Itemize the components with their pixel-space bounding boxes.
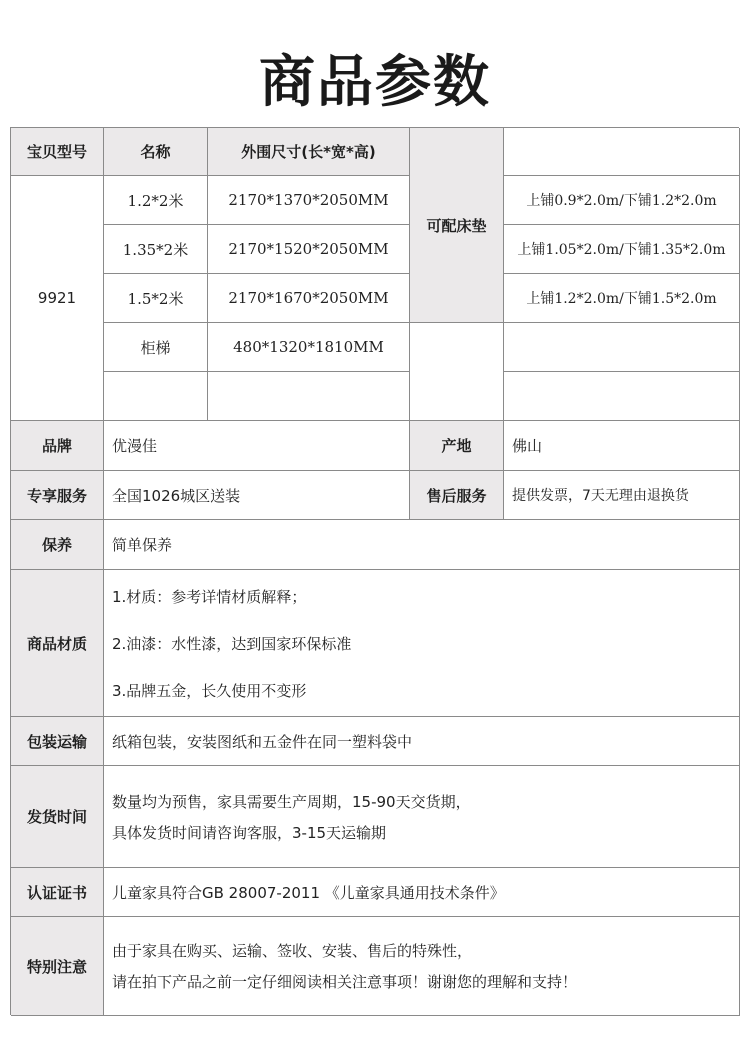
material-line: 3.品牌五金，长久使用不变形 — [112, 681, 307, 700]
shipping-label: 发货时间 — [11, 766, 104, 868]
service-label: 专享服务 — [11, 471, 104, 520]
name-label: 名称 — [104, 128, 208, 176]
size-row-mattress: 上铺0.9*2.0m/下铺1.2*2.0m — [504, 176, 740, 225]
packaging-label: 包装运输 — [11, 717, 104, 766]
after-sales-label: 售后服务 — [410, 471, 504, 520]
size-row-dim: 480*1320*1810MM — [208, 323, 410, 372]
care-value: 简单保养 — [104, 520, 740, 570]
service-value: 全国1026城区送装 — [104, 471, 410, 520]
origin-label: 产地 — [410, 421, 504, 471]
size-row-dim: 2170*1370*2050MM — [208, 176, 410, 225]
size-row-name: 1.5*2米 — [104, 274, 208, 323]
size-row-dim: 2170*1670*2050MM — [208, 274, 410, 323]
shipping-line: 数量均为预售，家具需要生产周期，15-90天交货期， — [112, 792, 471, 811]
material-line: 2.油漆：水性漆，达到国家环保标准 — [112, 634, 352, 653]
certification-value: 儿童家具符合GB 28007-2011 《儿童家具通用技术条件》 — [104, 868, 740, 917]
after-sales-value: 提供发票，7天无理由退换货 — [504, 471, 740, 520]
packaging-value: 纸箱包装，安装图纸和五金件在同一塑料袋中 — [104, 717, 740, 766]
params-table — [10, 127, 739, 1015]
origin-value: 佛山 — [504, 421, 740, 471]
care-label: 保养 — [11, 520, 104, 570]
size-row-dim: 2170*1520*2050MM — [208, 225, 410, 274]
brand-label: 品牌 — [11, 421, 104, 471]
material-label: 商品材质 — [11, 570, 104, 717]
blank-cell — [410, 323, 504, 421]
page-title: 商品参数 — [259, 50, 491, 115]
shipping-line: 具体发货时间请咨询客服，3-15天运输期 — [112, 823, 387, 842]
mattress-label: 可配床垫 — [410, 128, 504, 323]
notice-value — [104, 917, 740, 1016]
shipping-value — [104, 766, 740, 868]
material-line: 1.材质：参考详情材质解释； — [112, 587, 307, 606]
size-row-mattress: 上铺1.05*2.0m/下铺1.35*2.0m — [504, 225, 740, 274]
size-row-dim — [208, 372, 410, 421]
notice-label: 特别注意 — [11, 917, 104, 1016]
notice-line: 由于家具在购买、运输、签收、安装、售后的特殊性， — [112, 942, 473, 960]
notice-line: 请在拍下产品之前一定仔细阅读相关注意事项！谢谢您的理解和支持！ — [112, 973, 578, 991]
size-row-name: 1.35*2米 — [104, 225, 208, 274]
size-label: 外围尺寸(长*宽*高) — [208, 128, 410, 176]
size-row-name: 1.2*2米 — [104, 176, 208, 225]
certification-label: 认证证书 — [11, 868, 104, 917]
model-label: 宝贝型号 — [11, 128, 104, 176]
model-value: 9921 — [11, 176, 104, 421]
size-row-mattress: 上铺1.2*2.0m/下铺1.5*2.0m — [504, 274, 740, 323]
brand-value: 优漫佳 — [104, 421, 410, 471]
size-row-name — [104, 372, 208, 421]
size-row-name: 柜梯 — [104, 323, 208, 372]
material-value — [104, 570, 740, 717]
size-row-mattress — [504, 372, 740, 421]
mattress-header-blank — [504, 128, 740, 176]
size-row-mattress — [504, 323, 740, 372]
